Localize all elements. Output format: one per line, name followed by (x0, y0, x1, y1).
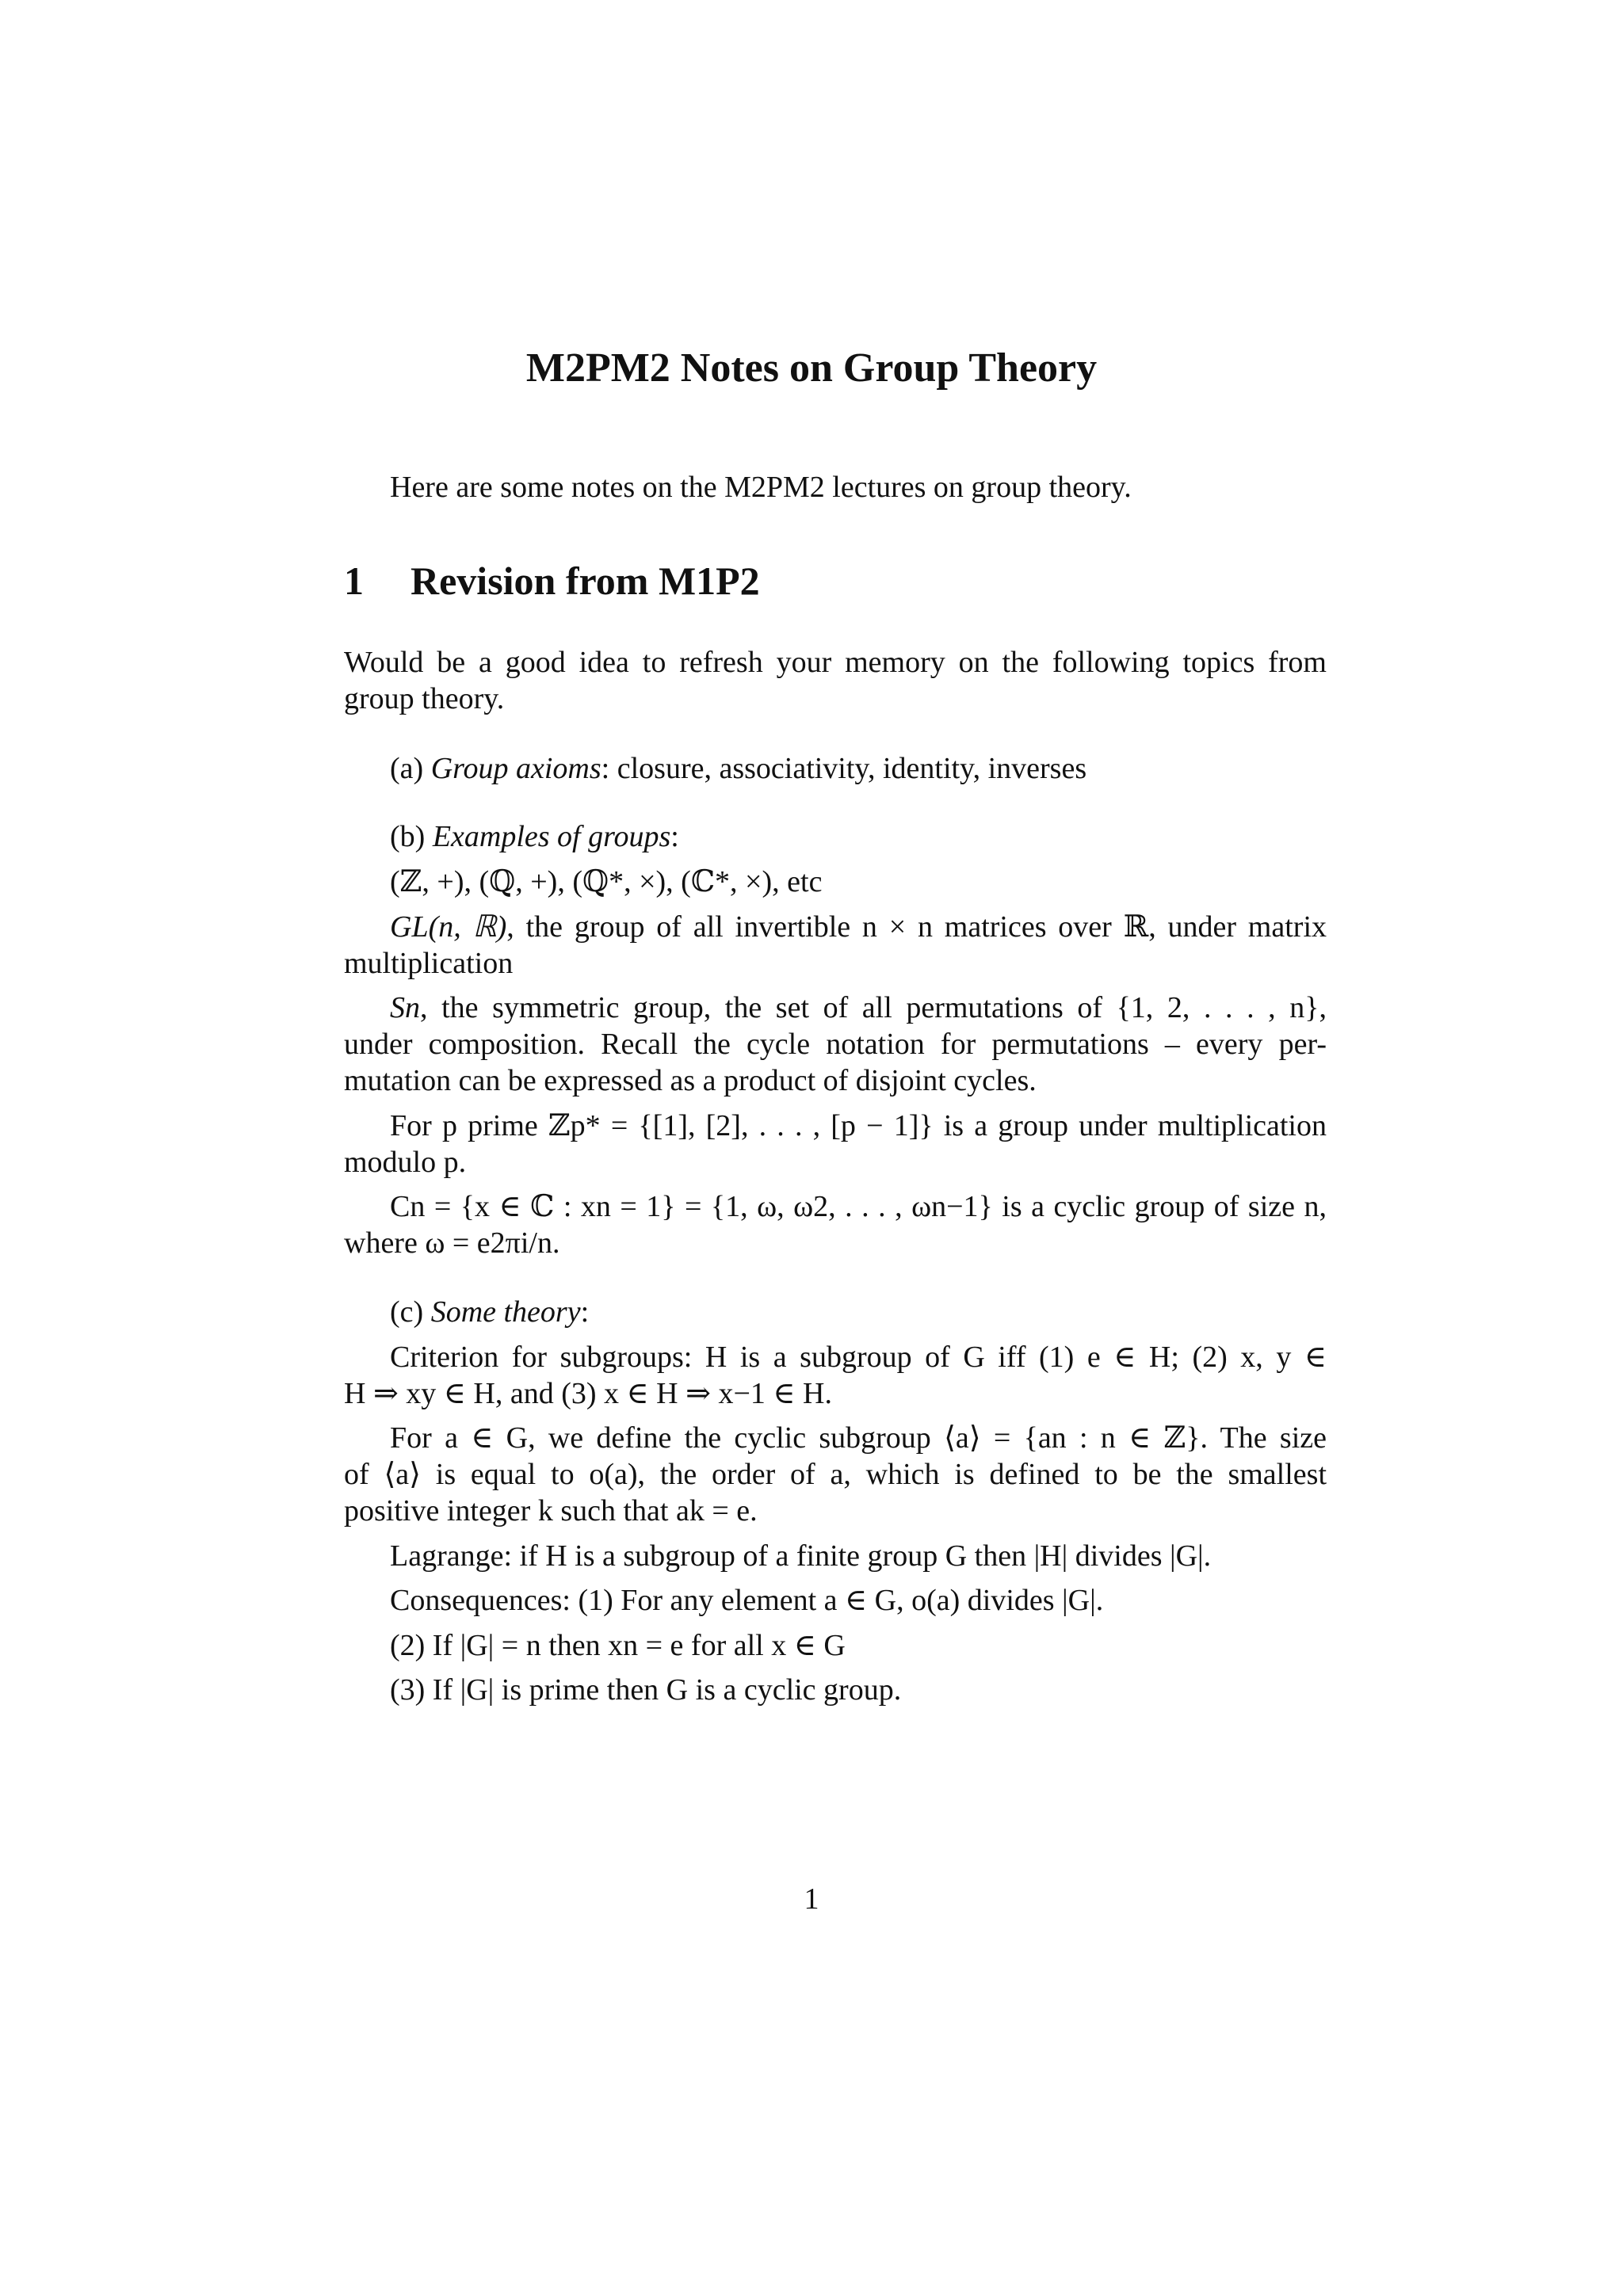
item-b-sn-line1 (390, 990, 1327, 1026)
item-a-title: Group axioms (430, 752, 601, 785)
order-line1: For a ∈ G, we define the cyclic subgroup ⟨a⟩ = {an : n ∈ ℤ}. The size (390, 1421, 1327, 1455)
item-b-colon: : (670, 820, 679, 853)
gl-text: , the group of all invertible n × n matrices over ℝ, under matrix (506, 910, 1327, 944)
consequence-2: (2) If |G| = n then xn = e for all x ∈ G (390, 1629, 846, 1662)
item-b-zp-line1: For p prime ℤp* = {[1], [2], . . . , [p − 1]} is a group under multiplication (390, 1109, 1327, 1142)
order-line3: positive integer k such that ak = e. (344, 1494, 758, 1527)
page-number: 1 (804, 1882, 819, 1916)
gl-math: GL(n, ℝ) (390, 910, 507, 944)
lagrange-theorem: Lagrange: if H is a subgroup of a finite group G then |H| divides |G|. (390, 1539, 1212, 1573)
order-line2: of ⟨a⟩ is equal to o(a), the order of a, which is defined to be the smallest (344, 1458, 1327, 1491)
section-number: 1 (344, 559, 364, 603)
item-b-sn-line3: mutation can be expressed as a product of disjoint cycles. (344, 1064, 1037, 1097)
section-title: Revision from M1P2 (411, 559, 760, 603)
consequence-3: (3) If |G| is prime then G is a cyclic group. (390, 1673, 902, 1707)
document-title: M2PM2 Notes on Group Theory (525, 345, 1098, 391)
criterion-line1: Criterion for subgroups: H is a subgroup of G iff (1) e ∈ H; (2) x, y ∈ (390, 1341, 1327, 1374)
item-c-title: Some theory (430, 1295, 581, 1329)
item-b-cn-line2: where ω = e2πi/n. (344, 1226, 560, 1260)
intro-text: Here are some notes on the M2PM2 lectures on group theory. (390, 471, 1132, 504)
item-b-gl-line2: multiplication (344, 947, 514, 980)
sn-text: , the symmetric group, the set of all permutations of {1, 2, . . . , n}, (420, 991, 1327, 1024)
item-c-heading (390, 1294, 1327, 1330)
item-b-label: (b) (390, 820, 426, 853)
item-b-examples: (ℤ, +), (ℚ, +), (ℚ*, ×), (ℂ*, ×), etc (390, 865, 823, 898)
item-b-sn-line2: under composition. Recall the cycle notation for permutations – every per- (344, 1028, 1327, 1061)
item-c-colon: : (580, 1295, 590, 1329)
item-a-label: (a) (390, 752, 424, 785)
item-a-text: : closure, associativity, identity, inverses (601, 752, 1087, 785)
para1-line1: Would be a good idea to refresh your memory on the following topics from (344, 646, 1327, 679)
section-heading (344, 556, 760, 605)
item-b-cn-line1: Cn = {x ∈ ℂ : xn = 1} = {1, ω, ω2, . . . , ωn−1} is a cyclic group of size n, (390, 1190, 1327, 1223)
consequence-1: Consequences: (1) For any element a ∈ G, o(a) divides |G|. (390, 1584, 1104, 1617)
item-b-gl-line1 (390, 909, 1327, 945)
item-b-title: Examples of groups (432, 820, 671, 853)
para1-line2: group theory. (344, 682, 505, 715)
sn-math: Sn (390, 991, 420, 1024)
item-a (390, 750, 1327, 787)
item-b-zp-line2: modulo p. (344, 1146, 467, 1179)
item-c-label: (c) (390, 1295, 424, 1329)
item-b-heading (390, 818, 1327, 855)
criterion-line2: H ⇒ xy ∈ H, and (3) x ∈ H ⇒ x−1 ∈ H. (344, 1377, 832, 1410)
